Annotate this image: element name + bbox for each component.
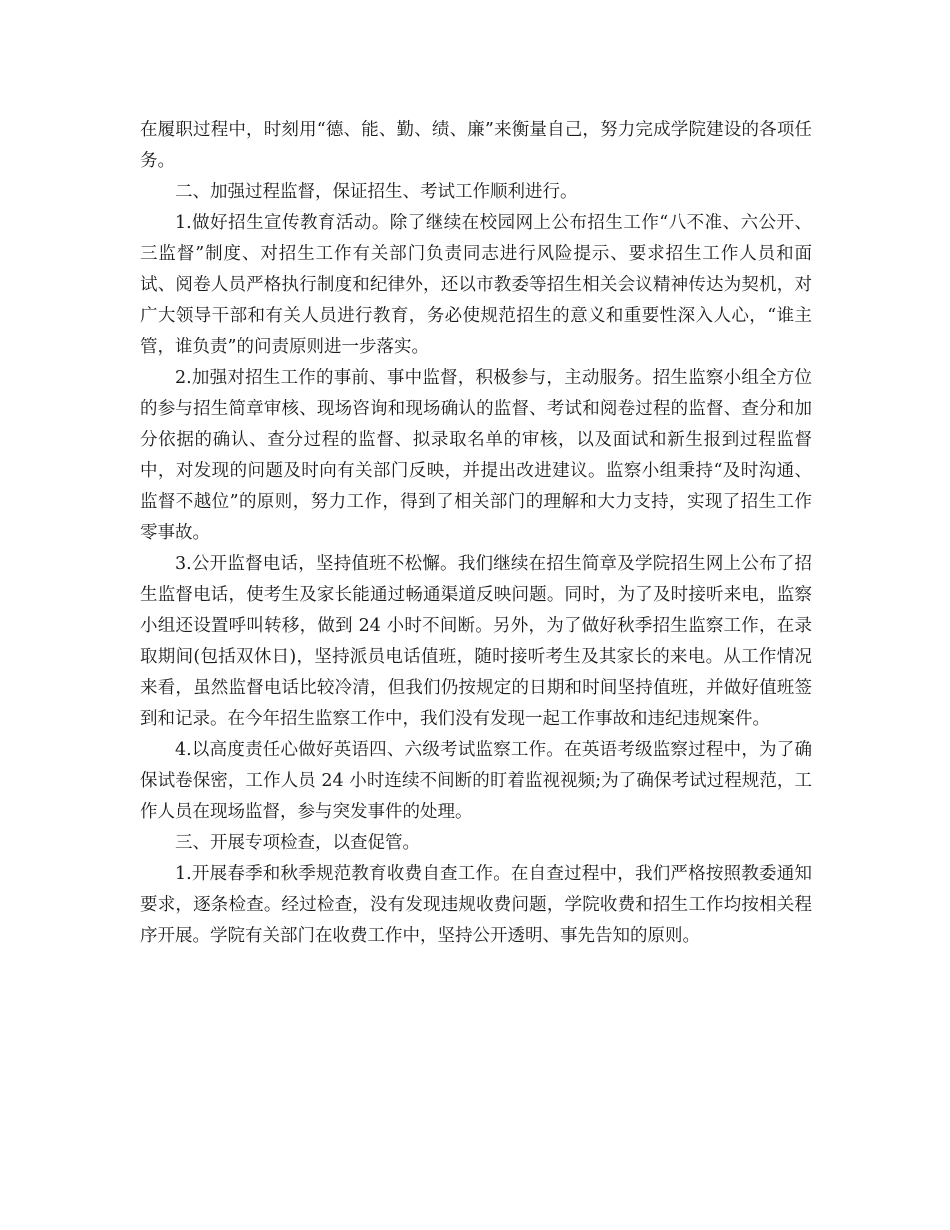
paragraph-item-2-1: 1.做好招生宣传教育活动。除了继续在校园网上公布招生工作“八不准、六公开、三监督”制度、对招生工作有关部门负责同志进行风险提示、要求招生工作人员和面试、阅卷人员严格执行制度和纪律外，还以市教委等招生相关会议精神传达为契机，对广大领导干部和有关人员进行教育，务必使规范招生的意义和重要性深入人心，“谁主管，谁负责”的问责原则进一步落实。 [140,213,812,357]
paragraph-continuation: 在履职过程中，时刻用“德、能、勤、绩、廉”来衡量自己，努力完成学院建设的各项任务。 [140,120,812,171]
paragraph-item-2-2: 2.加强对招生工作的事前、事中监督，积极参与，主动服务。招生监察小组全方位的参与招生简章审核、现场咨询和现场确认的监督、考试和阅卷过程的监督、查分和加分依据的确认、查分过程的监督、拟录取名单的审核，以及面试和新生报到过程监督中，对发现的问题及时向有关部门反映，并提出改进建议。监察小组秉持“及时沟通、监督不越位”的原则，努力工作，得到了相关部门的理解和大力支持，实现了招生工作零事故。 [140,368,812,543]
paragraph-item-2-3: 3.公开监督电话，坚持值班不松懈。我们继续在招生简章及学院招生网上公布了招生监督电话，使考生及家长能通过畅通渠道反映问题。同时，为了及时接听来电，监察小组还设置呼叫转移，做到 24 小时不间断。另外，为了做好秋季招生监察工作，在录取期间(包括双休日)，坚持派员电话值班，随时接听考生及其家长的来电。从工作情况来看，虽然监督电话比较冷清，但我们仍按规定的日期和时间坚持值班，并做好值班签到和记录。在今年招生监察工作中，我们没有发现一起工作事故和违纪违规案件。 [140,554,812,729]
paragraph-item-3-1: 1.开展春季和秋季规范教育收费自查工作。在自查过程中，我们严格按照教委通知要求，逐条检查。经过检查，没有发现违规收费问题，学院收费和招生工作均按相关程序开展。学院有关部门在收费工作中，坚持公开透明、事先告知的原则。 [140,864,812,946]
section-heading-3: 三、开展专项检查，以查促管。 [175,833,420,853]
document-body [140,115,812,952]
section-heading-2: 二、加强过程监督，保证招生、考试工作顺利进行。 [175,182,578,202]
paragraph-item-2-4: 4.以高度责任心做好英语四、六级考试监察工作。在英语考级监察过程中，为了确保试卷保密，工作人员 24 小时连续不间断的盯着监视视频;为了确保考试过程规范，工作人员在现场监督，参与突发事件的处理。 [140,740,812,822]
